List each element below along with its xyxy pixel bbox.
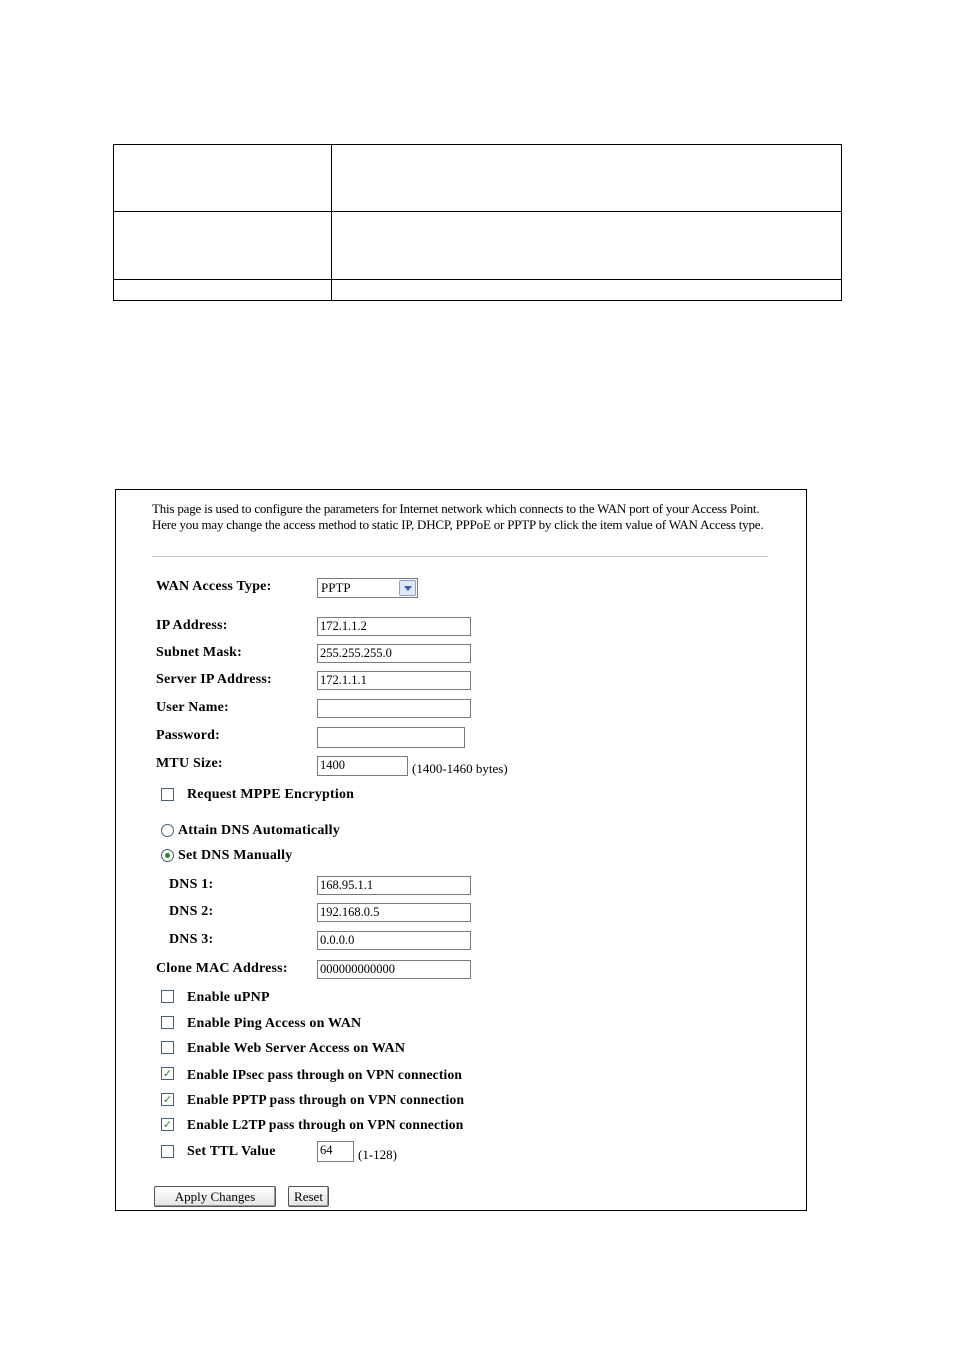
dns1-label: DNS 1: <box>169 877 214 892</box>
l2tp-checkbox[interactable] <box>161 1118 174 1131</box>
clone-mac-input[interactable]: 000000000000 <box>317 960 471 979</box>
mppe-checkbox[interactable] <box>161 788 174 801</box>
subnet-mask-label: Subnet Mask: <box>156 645 243 660</box>
wan-access-type-label: WAN Access Type: <box>156 579 272 594</box>
password-label: Password: <box>156 728 221 743</box>
pptp-label: Enable PPTP pass through on VPN connection <box>187 1092 465 1107</box>
mtu-size-hint: (1400-1460 bytes) <box>412 761 508 776</box>
password-input[interactable] <box>317 727 465 748</box>
mtu-size-input[interactable]: 1400 <box>317 756 408 776</box>
dns-manual-radio[interactable] <box>161 849 174 862</box>
top-table <box>113 144 842 301</box>
separator <box>152 556 768 557</box>
server-ip-label: Server IP Address: <box>156 672 272 687</box>
table-row <box>114 212 842 280</box>
dns-manual-label: Set DNS Manually <box>178 848 293 863</box>
pptp-checkbox[interactable] <box>161 1093 174 1106</box>
ipsec-checkbox[interactable] <box>161 1067 174 1080</box>
ip-address-input[interactable]: 172.1.1.2 <box>317 617 471 636</box>
wan-settings-panel <box>115 489 807 1211</box>
ipsec-label: Enable IPsec pass through on VPN connection <box>187 1067 463 1082</box>
user-name-label: User Name: <box>156 700 229 715</box>
dns3-input[interactable]: 0.0.0.0 <box>317 931 471 950</box>
clone-mac-label: Clone MAC Address: <box>156 961 288 976</box>
l2tp-label: Enable L2TP pass through on VPN connection <box>187 1117 464 1132</box>
checkmark-icon: ✓ <box>162 1118 173 1131</box>
apply-changes-button[interactable]: Apply Changes <box>154 1186 276 1207</box>
ttl-checkbox[interactable] <box>161 1145 174 1158</box>
table-row <box>114 145 842 212</box>
checkmark-icon: ✓ <box>162 1093 173 1106</box>
intro-text: This page is used to configure the parameters for Internet network which connects to the WAN port of your Access Point. Here you may change the access method to static IP, DHCP, PPPoE or PPTP by click the item value of WAN Access type. <box>152 501 764 532</box>
wan-access-type-value: PPTP <box>321 580 351 595</box>
dns3-label: DNS 3: <box>169 932 214 947</box>
user-name-input[interactable] <box>317 699 471 718</box>
dns2-input[interactable]: 192.168.0.5 <box>317 903 471 922</box>
reset-button[interactable]: Reset <box>288 1186 329 1207</box>
dns-auto-radio[interactable] <box>161 824 174 837</box>
ttl-hint: (1-128) <box>358 1147 397 1162</box>
dns2-label: DNS 2: <box>169 904 214 919</box>
upnp-checkbox[interactable] <box>161 990 174 1003</box>
wan-access-type-select[interactable] <box>317 578 418 598</box>
ip-address-label: IP Address: <box>156 618 228 633</box>
checkmark-icon: ✓ <box>162 1067 173 1080</box>
server-ip-input[interactable]: 172.1.1.1 <box>317 671 471 690</box>
dns-auto-label: Attain DNS Automatically <box>178 823 340 838</box>
web-server-checkbox[interactable] <box>161 1041 174 1054</box>
ping-label: Enable Ping Access on WAN <box>187 1016 362 1031</box>
upnp-label: Enable uPNP <box>187 990 270 1005</box>
subnet-mask-input[interactable]: 255.255.255.0 <box>317 644 471 663</box>
ping-checkbox[interactable] <box>161 1016 174 1029</box>
web-server-label: Enable Web Server Access on WAN <box>187 1041 406 1056</box>
mtu-size-label: MTU Size: <box>156 756 223 771</box>
chevron-down-icon[interactable] <box>399 580 416 596</box>
mppe-label: Request MPPE Encryption <box>187 787 355 802</box>
table-row <box>114 280 842 301</box>
ttl-label: Set TTL Value <box>187 1144 276 1159</box>
dns1-input[interactable]: 168.95.1.1 <box>317 876 471 895</box>
ttl-input[interactable]: 64 <box>317 1141 354 1162</box>
